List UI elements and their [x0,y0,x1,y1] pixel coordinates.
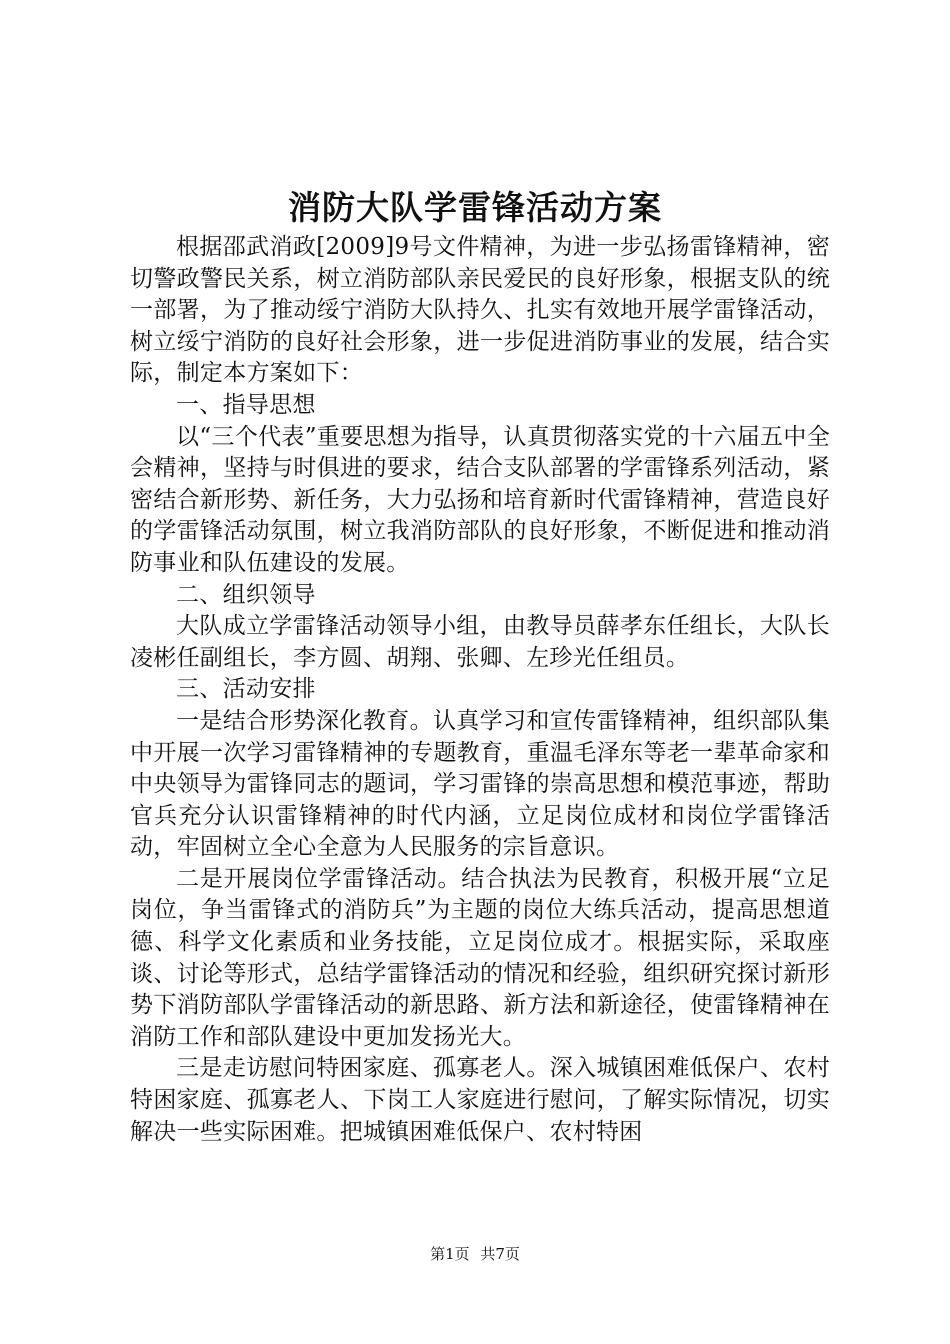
activity-item-post-learning: 二是开展岗位学雷锋活动。结合执法为民教育，积极开展“立足岗位，争当雷锋式的消防兵”为主题的岗位大练兵活动，提高思想道德、科学文化素质和业务技能，立足岗位成才。根据实际，采取座谈、讨论等形式，总结学雷锋活动的情况和经验，组织研究探讨新形势下消防部队学雷锋活动的新思路、新方法和新途径，使雷锋精神在消防工作和部队建设中更加发扬光大。 [130,865,830,1050]
section-paragraph-organization: 大队成立学雷锋活动领导小组，由教导员薛孝东任组长，大队长凌彬任副组长，李方圆、胡翔、张卿、左珍光任组员。 [130,613,830,671]
document-body [130,232,830,1148]
activity-item-education: 一是结合形势深化教育。认真学习和宣传雷锋精神，组织部队集中开展一次学习雷锋精神的专题教育，重温毛泽东等老一辈革命家和中央领导为雷锋同志的题词，学习雷锋的崇高思想和模范事迹，帮助官兵充分认识雷锋精神的时代内涵，立足岗位成材和岗位学雷锋活动，牢固树立全心全意为人民服务的宗旨意识。 [130,707,830,861]
section-paragraph-guiding-ideology: 以“三个代表”重要思想为指导，认真贯彻落实党的十六届五中全会精神，坚持与时俱进的要求，结合支队部署的学雷锋系列活动，紧密结合新形势、新任务，大力弘扬和培育新时代雷锋精神，营造良好的学雷锋活动氛围，树立我消防部队的良好形象，不断促进和推动消防事业和队伍建设的发展。 [130,423,830,576]
intro-paragraph: 根据邵武消政[2009]9号文件精神，为进一步弘扬雷锋精神，密切警政警民关系，树立消防部队亲民爱民的良好形象，根据支队的统一部署，为了推动绥宁消防大队持久、扎实有效地开展学雷锋活动，树立绥宁消防的良好社会形象，进一步促进消防事业的发展，结合实际，制定本方案如下： [130,234,830,387]
section-heading-activity-plan: 三、活动安排 [176,676,316,703]
document-title: 消防大队学雷锋活动方案 [288,188,662,227]
activity-item-visits: 三是走访慰问特困家庭、孤寡老人。深入城镇困难低保户、农村特困家庭、孤寡老人、下岗工人家庭进行慰问，了解实际情况，切实解决一些实际困难。把城镇困难低保户、农村特困 [130,1055,830,1145]
total-pages: 共7页 [480,1245,520,1263]
section-heading-organization: 二、组织领导 [176,581,316,608]
page-footer [0,1244,950,1264]
page-number: 第1页 [430,1245,470,1263]
section-heading-guiding-ideology: 一、指导思想 [176,391,316,418]
